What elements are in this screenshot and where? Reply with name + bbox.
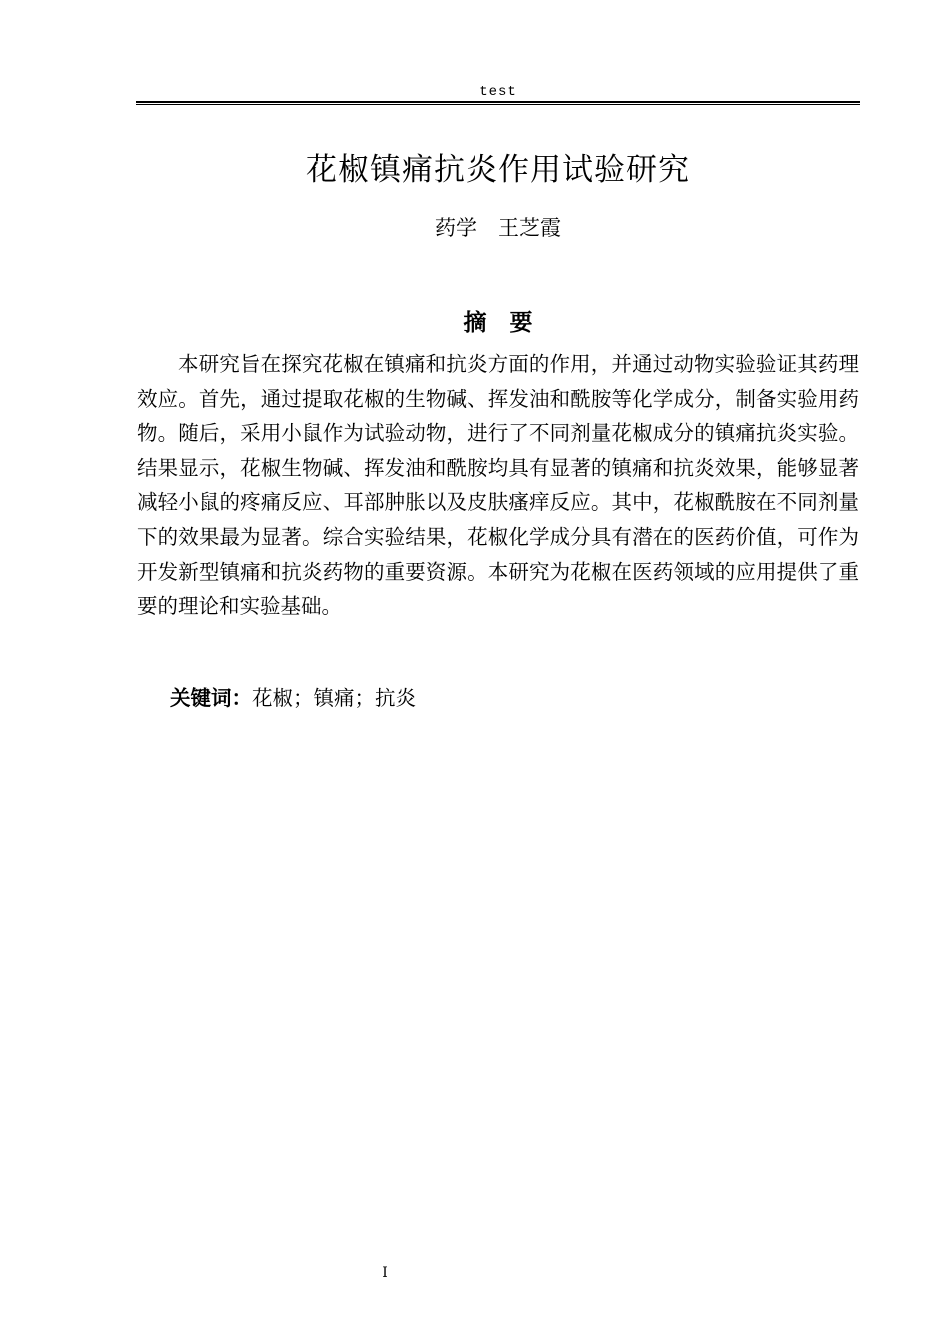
- keywords-line: [170, 681, 416, 715]
- keywords-label: 关键词：: [170, 686, 252, 710]
- keywords-text: 花椒；镇痛；抗炎: [252, 686, 416, 710]
- abstract-body: 本研究旨在探究花椒在镇痛和抗炎方面的作用，并通过动物实验验证其药理效应。首先，通过提取花椒的生物碱、挥发油和酰胺等化学成分，制备实验用药物。随后，采用小鼠作为试验动物，进行了不同剂量花椒成分的镇痛抗炎实验。结果显示，花椒生物碱、挥发油和酰胺均具有显著的镇痛和抗炎效果，能够显著减轻小鼠的疼痛反应、耳部肿胀以及皮肤瘙痒反应。其中，花椒酰胺在不同剂量下的效果最为显著。综合实验结果，花椒化学成分具有潜在的医药价值，可作为开发新型镇痛和抗炎药物的重要资源。本研究为花椒在医药领域的应用提供了重要的理论和实验基础。: [137, 352, 859, 619]
- author-line: 药学 王芝霞: [435, 216, 561, 240]
- abstract-heading: 摘 要: [463, 310, 533, 336]
- paper-title: 花椒镇痛抗炎作用试验研究: [306, 152, 690, 188]
- header-rule-thin: [136, 104, 860, 105]
- running-header: test: [479, 84, 517, 100]
- header-rule-thick: [136, 101, 860, 103]
- page-number: I: [382, 1265, 388, 1281]
